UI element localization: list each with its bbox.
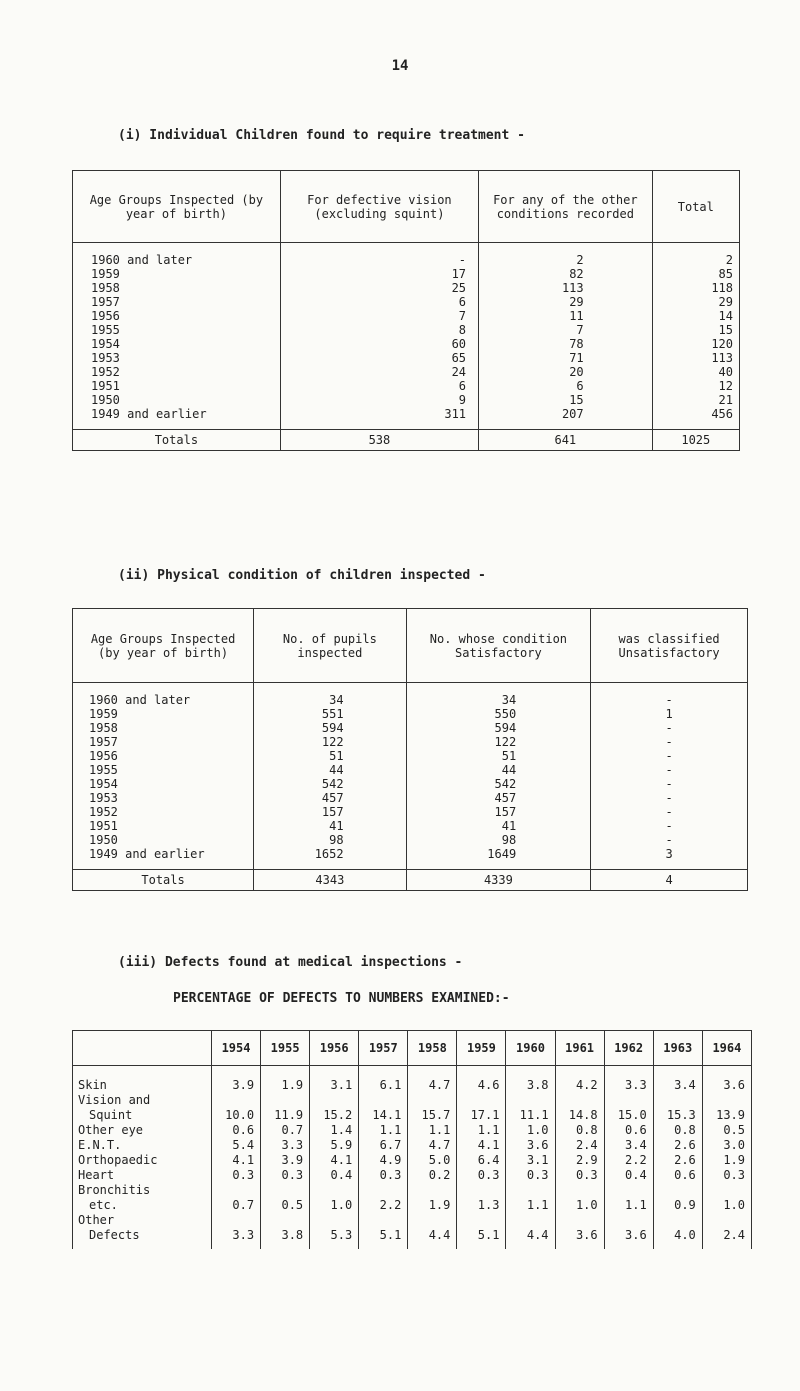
t2-age-group: 1960 and later bbox=[73, 683, 254, 708]
t1-total-count: 120 bbox=[652, 337, 739, 351]
t2-inspected-count: 594 bbox=[254, 721, 406, 735]
table-row bbox=[73, 791, 748, 805]
t3-defect-label-line1: Bronchitis bbox=[78, 1183, 151, 1197]
t2-inspected-count: 122 bbox=[254, 735, 406, 749]
t1-age-group: 1956 bbox=[73, 309, 281, 323]
t3-defect-label bbox=[73, 1093, 212, 1123]
t1-age-group: 1959 bbox=[73, 267, 281, 281]
t2-satisfactory-count: 550 bbox=[406, 707, 591, 721]
t2-inspected-count: 542 bbox=[254, 777, 406, 791]
t3-percentage-value: 3.6 bbox=[506, 1138, 555, 1153]
t1-total-count: 12 bbox=[652, 379, 739, 393]
t2-total-unsatisfactory: 4 bbox=[591, 870, 748, 891]
section2-heading: (ii) Physical condition of children inspected - bbox=[118, 568, 486, 583]
t3-percentage-value: 15.2 bbox=[310, 1093, 359, 1123]
t2-inspected-count: 1652 bbox=[254, 847, 406, 870]
t3-percentage-value: 5.0 bbox=[408, 1153, 457, 1168]
t2-age-group: 1959 bbox=[73, 707, 254, 721]
t3-percentage-value: 10.0 bbox=[212, 1093, 261, 1123]
t2-unsatisfactory-count: - bbox=[591, 791, 748, 805]
t3-defect-label-line1: Orthopaedic bbox=[78, 1153, 158, 1167]
t3-percentage-value: 1.9 bbox=[408, 1183, 457, 1213]
t3-percentage-value: 1.1 bbox=[604, 1183, 653, 1213]
t1-other-count: 11 bbox=[479, 309, 653, 323]
t2-satisfactory-count: 51 bbox=[406, 749, 591, 763]
t1-vision-count: 8 bbox=[280, 323, 478, 337]
t3-percentage-value: 4.2 bbox=[555, 1066, 604, 1094]
t2-inspected-count: 98 bbox=[254, 833, 406, 847]
t3-header-year: 1959 bbox=[457, 1031, 506, 1066]
t1-age-group: 1955 bbox=[73, 323, 281, 337]
t1-total-count: 85 bbox=[652, 267, 739, 281]
t3-percentage-value: 0.3 bbox=[457, 1168, 506, 1183]
t1-age-group: 1950 bbox=[73, 393, 281, 407]
table-row bbox=[73, 365, 740, 379]
t2-age-group: 1955 bbox=[73, 763, 254, 777]
t2-inspected-count: 157 bbox=[254, 805, 406, 819]
t1-total-count: 40 bbox=[652, 365, 739, 379]
t3-percentage-value: 0.2 bbox=[408, 1168, 457, 1183]
t2-total-inspected: 4343 bbox=[254, 870, 406, 891]
t3-percentage-value: 5.9 bbox=[310, 1138, 359, 1153]
t1-age-group: 1952 bbox=[73, 365, 281, 379]
t3-percentage-value: 11.9 bbox=[261, 1093, 310, 1123]
t1-other-count: 29 bbox=[479, 295, 653, 309]
t3-percentage-value: 3.8 bbox=[261, 1213, 310, 1249]
t3-defect-label bbox=[73, 1183, 212, 1213]
t1-header-age: Age Groups Inspected (by year of birth) bbox=[73, 171, 281, 243]
t3-header-year: 1963 bbox=[653, 1031, 702, 1066]
table-row bbox=[73, 847, 748, 870]
table-row bbox=[73, 1153, 752, 1168]
t3-percentage-value: 3.9 bbox=[261, 1153, 310, 1168]
t2-satisfactory-count: 1649 bbox=[406, 847, 591, 870]
t2-satisfactory-count: 98 bbox=[406, 833, 591, 847]
t2-unsatisfactory-count: - bbox=[591, 749, 748, 763]
t2-unsatisfactory-count: 3 bbox=[591, 847, 748, 870]
t1-vision-count: 60 bbox=[280, 337, 478, 351]
t3-percentage-value: 0.4 bbox=[310, 1168, 359, 1183]
t3-defect-label-line1: Vision and bbox=[78, 1093, 151, 1107]
table-row bbox=[73, 805, 748, 819]
t1-total-other: 641 bbox=[479, 430, 653, 451]
t3-percentage-value: 3.0 bbox=[702, 1138, 751, 1153]
t2-header-unsatisfactory: was classified Unsatisfactory bbox=[591, 609, 748, 683]
t2-age-group: 1953 bbox=[73, 791, 254, 805]
t3-percentage-value: 1.9 bbox=[702, 1153, 751, 1168]
t3-defect-label-line1: Skin bbox=[78, 1078, 107, 1092]
t3-defect-label bbox=[73, 1213, 212, 1249]
t1-vision-count: 6 bbox=[280, 379, 478, 393]
t3-percentage-value: 6.4 bbox=[457, 1153, 506, 1168]
t3-percentage-value: 4.1 bbox=[310, 1153, 359, 1168]
t1-vision-count: 311 bbox=[280, 407, 478, 430]
t2-unsatisfactory-count: - bbox=[591, 721, 748, 735]
table-row bbox=[73, 707, 748, 721]
table-row bbox=[73, 393, 740, 407]
t3-percentage-value: 0.3 bbox=[212, 1168, 261, 1183]
t2-unsatisfactory-count: - bbox=[591, 735, 748, 749]
t2-satisfactory-count: 457 bbox=[406, 791, 591, 805]
t3-percentage-value: 3.6 bbox=[555, 1213, 604, 1249]
t2-unsatisfactory-count: - bbox=[591, 833, 748, 847]
t3-percentage-value: 2.9 bbox=[555, 1153, 604, 1168]
t3-header-year: 1958 bbox=[408, 1031, 457, 1066]
t3-header-year: 1960 bbox=[506, 1031, 555, 1066]
t1-total-count: 456 bbox=[652, 407, 739, 430]
t3-percentage-value: 0.5 bbox=[702, 1123, 751, 1138]
t2-age-group: 1950 bbox=[73, 833, 254, 847]
t1-other-count: 20 bbox=[479, 365, 653, 379]
t3-percentage-value: 1.0 bbox=[506, 1123, 555, 1138]
t3-defect-label bbox=[73, 1138, 212, 1153]
treatment-table bbox=[72, 170, 740, 451]
t2-satisfactory-count: 542 bbox=[406, 777, 591, 791]
t1-header-other: For any of the other conditions recorded bbox=[479, 171, 653, 243]
t3-percentage-value: 5.1 bbox=[457, 1213, 506, 1249]
t2-inspected-count: 34 bbox=[254, 683, 406, 708]
t3-percentage-value: 4.0 bbox=[653, 1213, 702, 1249]
table-row bbox=[73, 379, 740, 393]
t3-percentage-value: 0.6 bbox=[653, 1168, 702, 1183]
table-row bbox=[73, 1168, 752, 1183]
table-row bbox=[73, 337, 740, 351]
t2-header-age: Age Groups Inspected (by year of birth) bbox=[73, 609, 254, 683]
t3-percentage-value: 11.1 bbox=[506, 1093, 555, 1123]
t3-percentage-value: 1.1 bbox=[506, 1183, 555, 1213]
t3-percentage-value: 15.0 bbox=[604, 1093, 653, 1123]
t3-percentage-value: 1.0 bbox=[310, 1183, 359, 1213]
table-row bbox=[73, 1138, 752, 1153]
t3-defect-label bbox=[73, 1123, 212, 1138]
defects-percentage-table bbox=[72, 1030, 752, 1249]
t3-percentage-value: 0.8 bbox=[653, 1123, 702, 1138]
t3-percentage-value: 1.0 bbox=[702, 1183, 751, 1213]
t3-percentage-value: 1.9 bbox=[261, 1066, 310, 1094]
t1-header-vision: For defective vision (excluding squint) bbox=[280, 171, 478, 243]
t3-percentage-value: 1.3 bbox=[457, 1183, 506, 1213]
t1-vision-count: 6 bbox=[280, 295, 478, 309]
physical-condition-table bbox=[72, 608, 748, 891]
t2-inspected-count: 44 bbox=[254, 763, 406, 777]
table-row bbox=[73, 407, 740, 430]
t1-vision-count: 17 bbox=[280, 267, 478, 281]
t2-satisfactory-count: 157 bbox=[406, 805, 591, 819]
table-row bbox=[73, 1066, 752, 1094]
t3-header-year: 1955 bbox=[261, 1031, 310, 1066]
t3-defect-label-line2: Defects bbox=[89, 1228, 140, 1242]
t3-percentage-value: 4.6 bbox=[457, 1066, 506, 1094]
t1-totals-label: Totals bbox=[73, 430, 281, 451]
t3-percentage-value: 2.6 bbox=[653, 1153, 702, 1168]
table-row bbox=[73, 267, 740, 281]
t1-vision-count: 25 bbox=[280, 281, 478, 295]
t1-age-group: 1954 bbox=[73, 337, 281, 351]
t3-defect-label-line1: Heart bbox=[78, 1168, 115, 1182]
t1-age-group: 1957 bbox=[73, 295, 281, 309]
t3-percentage-value: 2.4 bbox=[555, 1138, 604, 1153]
table-row bbox=[73, 1183, 752, 1213]
t3-percentage-value: 0.3 bbox=[555, 1168, 604, 1183]
t3-percentage-value: 13.9 bbox=[702, 1093, 751, 1123]
table-row bbox=[73, 281, 740, 295]
t3-defect-label-line1: Other eye bbox=[78, 1123, 144, 1137]
t1-other-count: 15 bbox=[479, 393, 653, 407]
t1-vision-count: 24 bbox=[280, 365, 478, 379]
t3-percentage-value: 4.1 bbox=[457, 1138, 506, 1153]
table-row bbox=[73, 683, 748, 708]
t1-other-count: 6 bbox=[479, 379, 653, 393]
t3-percentage-value: 0.4 bbox=[604, 1168, 653, 1183]
t2-inspected-count: 457 bbox=[254, 791, 406, 805]
t3-header-year: 1954 bbox=[212, 1031, 261, 1066]
t3-percentage-value: 0.7 bbox=[212, 1183, 261, 1213]
t3-percentage-value: 17.1 bbox=[457, 1093, 506, 1123]
t3-percentage-value: 4.7 bbox=[408, 1138, 457, 1153]
t2-unsatisfactory-count: - bbox=[591, 805, 748, 819]
t1-other-count: 113 bbox=[479, 281, 653, 295]
table-row bbox=[73, 833, 748, 847]
t3-percentage-value: 0.3 bbox=[359, 1168, 408, 1183]
table-row bbox=[73, 243, 740, 268]
t3-percentage-value: 0.5 bbox=[261, 1183, 310, 1213]
t1-other-count: 78 bbox=[479, 337, 653, 351]
table-row bbox=[73, 777, 748, 791]
table-row bbox=[73, 1213, 752, 1249]
t1-age-group: 1949 and earlier bbox=[73, 407, 281, 430]
t1-total-count: 2 bbox=[652, 243, 739, 268]
t1-age-group: 1953 bbox=[73, 351, 281, 365]
t3-percentage-value: 1.1 bbox=[359, 1123, 408, 1138]
t3-defect-label-line2: Squint bbox=[89, 1108, 133, 1122]
t3-percentage-value: 5.3 bbox=[310, 1213, 359, 1249]
page-number: 14 bbox=[391, 58, 409, 74]
t3-percentage-value: 4.4 bbox=[506, 1213, 555, 1249]
t3-percentage-value: 3.1 bbox=[506, 1153, 555, 1168]
table-row bbox=[73, 763, 748, 777]
t3-percentage-value: 2.2 bbox=[604, 1153, 653, 1168]
t2-satisfactory-count: 594 bbox=[406, 721, 591, 735]
t1-other-count: 82 bbox=[479, 267, 653, 281]
t1-age-group: 1958 bbox=[73, 281, 281, 295]
t2-inspected-count: 51 bbox=[254, 749, 406, 763]
t2-satisfactory-count: 34 bbox=[406, 683, 591, 708]
table-row bbox=[73, 721, 748, 735]
t3-percentage-value: 3.9 bbox=[212, 1066, 261, 1094]
t1-total-count: 15 bbox=[652, 323, 739, 337]
t3-defect-label-line1: E.N.T. bbox=[78, 1138, 122, 1152]
t1-total-count: 113 bbox=[652, 351, 739, 365]
t3-percentage-value: 3.1 bbox=[310, 1066, 359, 1094]
t1-vision-count: 9 bbox=[280, 393, 478, 407]
t2-unsatisfactory-count: - bbox=[591, 819, 748, 833]
t3-percentage-value: 4.7 bbox=[408, 1066, 457, 1094]
t2-age-group: 1954 bbox=[73, 777, 254, 791]
t3-percentage-value: 0.3 bbox=[702, 1168, 751, 1183]
t3-defect-label bbox=[73, 1168, 212, 1183]
t2-age-group: 1956 bbox=[73, 749, 254, 763]
t1-other-count: 71 bbox=[479, 351, 653, 365]
t1-other-count: 2 bbox=[479, 243, 653, 268]
table-row bbox=[73, 735, 748, 749]
t2-age-group: 1951 bbox=[73, 819, 254, 833]
t3-header-year: 1957 bbox=[359, 1031, 408, 1066]
table-row bbox=[73, 1093, 752, 1123]
t3-percentage-value: 3.3 bbox=[212, 1213, 261, 1249]
t3-percentage-value: 3.4 bbox=[653, 1066, 702, 1094]
section3-heading: (iii) Defects found at medical inspections - bbox=[118, 955, 463, 970]
t3-percentage-value: 3.6 bbox=[702, 1066, 751, 1094]
t2-total-satisfactory: 4339 bbox=[406, 870, 591, 891]
t1-vision-count: 65 bbox=[280, 351, 478, 365]
t3-header-year: 1964 bbox=[702, 1031, 751, 1066]
t3-percentage-value: 1.1 bbox=[408, 1123, 457, 1138]
t1-header-total: Total bbox=[652, 171, 739, 243]
t1-total-grand: 1025 bbox=[652, 430, 739, 451]
t3-percentage-value: 0.3 bbox=[261, 1168, 310, 1183]
t1-vision-count: - bbox=[280, 243, 478, 268]
table-row bbox=[73, 749, 748, 763]
t2-satisfactory-count: 41 bbox=[406, 819, 591, 833]
t3-percentage-value: 6.7 bbox=[359, 1138, 408, 1153]
t3-percentage-value: 1.0 bbox=[555, 1183, 604, 1213]
section3-subheading: PERCENTAGE OF DEFECTS TO NUMBERS EXAMINED:- bbox=[173, 991, 510, 1006]
table-row bbox=[73, 819, 748, 833]
t3-percentage-value: 2.2 bbox=[359, 1183, 408, 1213]
t2-age-group: 1957 bbox=[73, 735, 254, 749]
t3-percentage-value: 4.9 bbox=[359, 1153, 408, 1168]
t3-percentage-value: 14.1 bbox=[359, 1093, 408, 1123]
t3-percentage-value: 6.1 bbox=[359, 1066, 408, 1094]
t3-percentage-value: 5.4 bbox=[212, 1138, 261, 1153]
t2-inspected-count: 551 bbox=[254, 707, 406, 721]
t3-percentage-value: 4.4 bbox=[408, 1213, 457, 1249]
table-row bbox=[73, 1123, 752, 1138]
t3-percentage-value: 0.3 bbox=[506, 1168, 555, 1183]
t3-header-year: 1956 bbox=[310, 1031, 359, 1066]
t3-percentage-value: 0.7 bbox=[261, 1123, 310, 1138]
t3-percentage-value: 3.4 bbox=[604, 1138, 653, 1153]
t1-total-count: 118 bbox=[652, 281, 739, 295]
t2-age-group: 1952 bbox=[73, 805, 254, 819]
t2-unsatisfactory-count: 1 bbox=[591, 707, 748, 721]
t3-percentage-value: 0.9 bbox=[653, 1183, 702, 1213]
t3-header-year: 1961 bbox=[555, 1031, 604, 1066]
t1-total-count: 14 bbox=[652, 309, 739, 323]
t2-satisfactory-count: 44 bbox=[406, 763, 591, 777]
t3-percentage-value: 2.6 bbox=[653, 1138, 702, 1153]
t2-header-satisfactory: No. whose condition Satisfactory bbox=[406, 609, 591, 683]
t3-percentage-value: 0.6 bbox=[212, 1123, 261, 1138]
t3-percentage-value: 0.6 bbox=[604, 1123, 653, 1138]
section1-heading: (i) Individual Children found to require treatment - bbox=[118, 128, 525, 143]
t2-age-group: 1949 and earlier bbox=[73, 847, 254, 870]
t2-unsatisfactory-count: - bbox=[591, 683, 748, 708]
t1-total-count: 29 bbox=[652, 295, 739, 309]
t2-inspected-count: 41 bbox=[254, 819, 406, 833]
t1-total-count: 21 bbox=[652, 393, 739, 407]
t3-defect-label bbox=[73, 1066, 212, 1094]
t3-percentage-value: 3.3 bbox=[261, 1138, 310, 1153]
t1-vision-count: 7 bbox=[280, 309, 478, 323]
t3-defect-label-line1: Other bbox=[78, 1213, 115, 1227]
t3-header-year: 1962 bbox=[604, 1031, 653, 1066]
t3-defect-label-line2: etc. bbox=[89, 1198, 118, 1212]
t3-header-blank bbox=[73, 1031, 212, 1066]
t1-age-group: 1960 and later bbox=[73, 243, 281, 268]
t2-age-group: 1958 bbox=[73, 721, 254, 735]
t3-percentage-value: 3.3 bbox=[604, 1066, 653, 1094]
table-row bbox=[73, 309, 740, 323]
t2-unsatisfactory-count: - bbox=[591, 763, 748, 777]
t3-percentage-value: 14.8 bbox=[555, 1093, 604, 1123]
t3-percentage-value: 4.1 bbox=[212, 1153, 261, 1168]
table-row bbox=[73, 351, 740, 365]
t3-percentage-value: 2.4 bbox=[702, 1213, 751, 1249]
t3-percentage-value: 1.1 bbox=[457, 1123, 506, 1138]
table-row bbox=[73, 323, 740, 337]
t3-percentage-value: 15.3 bbox=[653, 1093, 702, 1123]
t3-percentage-value: 15.7 bbox=[408, 1093, 457, 1123]
t1-other-count: 207 bbox=[479, 407, 653, 430]
t3-defect-label bbox=[73, 1153, 212, 1168]
t1-other-count: 7 bbox=[479, 323, 653, 337]
t3-percentage-value: 0.8 bbox=[555, 1123, 604, 1138]
t3-percentage-value: 5.1 bbox=[359, 1213, 408, 1249]
t1-total-vision: 538 bbox=[280, 430, 478, 451]
table-row bbox=[73, 295, 740, 309]
t3-percentage-value: 3.6 bbox=[604, 1213, 653, 1249]
t3-percentage-value: 1.4 bbox=[310, 1123, 359, 1138]
t2-totals-label: Totals bbox=[73, 870, 254, 891]
t2-header-inspected: No. of pupils inspected bbox=[254, 609, 406, 683]
t2-unsatisfactory-count: - bbox=[591, 777, 748, 791]
t2-satisfactory-count: 122 bbox=[406, 735, 591, 749]
t3-percentage-value: 3.8 bbox=[506, 1066, 555, 1094]
t1-age-group: 1951 bbox=[73, 379, 281, 393]
